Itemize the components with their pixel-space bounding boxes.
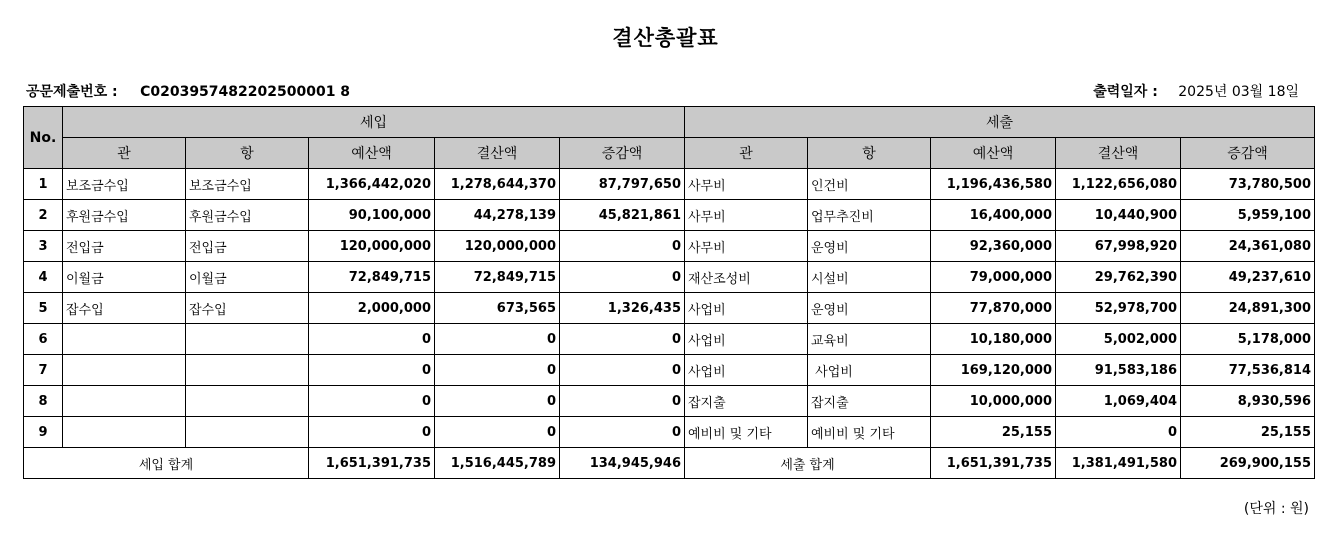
print-date-value: 2025년 03월 18일 bbox=[1178, 84, 1299, 100]
table-row bbox=[24, 417, 1315, 448]
expense-budget: 79,000,000 bbox=[931, 262, 1056, 293]
expense-settled: 5,002,000 bbox=[1056, 324, 1181, 355]
totals-row bbox=[24, 448, 1315, 479]
page-title: 결산총괄표 bbox=[612, 26, 719, 50]
print-date-block bbox=[1093, 81, 1299, 101]
row-no: 3 bbox=[24, 231, 63, 262]
expense-hang: 운영비 bbox=[808, 293, 931, 324]
header-income-budget: 예산액 bbox=[309, 138, 435, 169]
income-budget: 0 bbox=[309, 355, 435, 386]
expense-hang: 사업비 bbox=[808, 355, 931, 386]
income-budget: 0 bbox=[309, 417, 435, 448]
expense-diff: 73,780,500 bbox=[1181, 169, 1315, 200]
row-no: 9 bbox=[24, 417, 63, 448]
expense-budget: 25,155 bbox=[931, 417, 1056, 448]
expense-gwan: 재산조성비 bbox=[685, 262, 808, 293]
header-income-hang: 항 bbox=[186, 138, 309, 169]
expense-total-settled: 1,381,491,580 bbox=[1056, 448, 1181, 479]
doc-number-value: C0203957482202500001 8 bbox=[140, 84, 351, 100]
expense-diff: 25,155 bbox=[1181, 417, 1315, 448]
expense-total-diff: 269,900,155 bbox=[1181, 448, 1315, 479]
header-expense-diff: 증감액 bbox=[1181, 138, 1315, 169]
doc-number-block bbox=[26, 81, 350, 101]
expense-total-label: 세출 합계 bbox=[685, 448, 931, 479]
expense-diff: 5,178,000 bbox=[1181, 324, 1315, 355]
expense-gwan: 사업비 bbox=[685, 293, 808, 324]
income-hang bbox=[186, 355, 309, 386]
settlement-table bbox=[23, 106, 1315, 479]
expense-settled: 91,583,186 bbox=[1056, 355, 1181, 386]
expense-settled: 52,978,700 bbox=[1056, 293, 1181, 324]
income-settled: 0 bbox=[435, 386, 560, 417]
expense-settled: 1,122,656,080 bbox=[1056, 169, 1181, 200]
expense-settled: 1,069,404 bbox=[1056, 386, 1181, 417]
income-hang: 잡수입 bbox=[186, 293, 309, 324]
income-hang bbox=[186, 417, 309, 448]
expense-hang: 인건비 bbox=[808, 169, 931, 200]
expense-settled: 10,440,900 bbox=[1056, 200, 1181, 231]
income-hang: 전입금 bbox=[186, 231, 309, 262]
header-no: No. bbox=[24, 107, 63, 169]
expense-gwan: 예비비 및 기타 bbox=[685, 417, 808, 448]
row-no: 2 bbox=[24, 200, 63, 231]
header-expense-gwan: 관 bbox=[685, 138, 808, 169]
income-budget: 1,366,442,020 bbox=[309, 169, 435, 200]
expense-budget: 10,180,000 bbox=[931, 324, 1056, 355]
income-budget: 90,100,000 bbox=[309, 200, 435, 231]
header-expense: 세출 bbox=[685, 107, 1315, 138]
income-diff: 1,326,435 bbox=[560, 293, 685, 324]
expense-total-budget: 1,651,391,735 bbox=[931, 448, 1056, 479]
table-row bbox=[24, 386, 1315, 417]
expense-diff: 49,237,610 bbox=[1181, 262, 1315, 293]
income-diff: 45,821,861 bbox=[560, 200, 685, 231]
expense-diff: 24,361,080 bbox=[1181, 231, 1315, 262]
row-no: 7 bbox=[24, 355, 63, 386]
income-budget: 120,000,000 bbox=[309, 231, 435, 262]
income-gwan: 전입금 bbox=[63, 231, 186, 262]
income-hang: 이월금 bbox=[186, 262, 309, 293]
income-diff: 87,797,650 bbox=[560, 169, 685, 200]
print-date-label: 출력일자 : bbox=[1093, 84, 1158, 100]
income-total-diff: 134,945,946 bbox=[560, 448, 685, 479]
income-hang: 보조금수입 bbox=[186, 169, 309, 200]
expense-gwan: 잡지출 bbox=[685, 386, 808, 417]
doc-number-label: 공문제출번호 : bbox=[26, 84, 118, 100]
expense-gwan: 사업비 bbox=[685, 355, 808, 386]
expense-hang: 운영비 bbox=[808, 231, 931, 262]
income-diff: 0 bbox=[560, 262, 685, 293]
income-total-budget: 1,651,391,735 bbox=[309, 448, 435, 479]
income-settled: 1,278,644,370 bbox=[435, 169, 560, 200]
expense-budget: 77,870,000 bbox=[931, 293, 1056, 324]
expense-budget: 16,400,000 bbox=[931, 200, 1056, 231]
income-gwan bbox=[63, 417, 186, 448]
header-income-settled: 결산액 bbox=[435, 138, 560, 169]
row-no: 1 bbox=[24, 169, 63, 200]
header-expense-settled: 결산액 bbox=[1056, 138, 1181, 169]
income-gwan bbox=[63, 324, 186, 355]
income-gwan: 잡수입 bbox=[63, 293, 186, 324]
income-diff: 0 bbox=[560, 355, 685, 386]
income-diff: 0 bbox=[560, 386, 685, 417]
expense-settled: 0 bbox=[1056, 417, 1181, 448]
table-row bbox=[24, 169, 1315, 200]
header-income: 세입 bbox=[63, 107, 685, 138]
income-settled: 72,849,715 bbox=[435, 262, 560, 293]
income-budget: 0 bbox=[309, 324, 435, 355]
row-no: 4 bbox=[24, 262, 63, 293]
income-gwan bbox=[63, 355, 186, 386]
income-settled: 44,278,139 bbox=[435, 200, 560, 231]
income-hang bbox=[186, 386, 309, 417]
income-gwan bbox=[63, 386, 186, 417]
header-income-gwan: 관 bbox=[63, 138, 186, 169]
table-row bbox=[24, 262, 1315, 293]
table-row bbox=[24, 355, 1315, 386]
expense-settled: 67,998,920 bbox=[1056, 231, 1181, 262]
income-settled: 0 bbox=[435, 324, 560, 355]
income-hang bbox=[186, 324, 309, 355]
expense-gwan: 사무비 bbox=[685, 200, 808, 231]
income-diff: 0 bbox=[560, 231, 685, 262]
header-expense-budget: 예산액 bbox=[931, 138, 1056, 169]
row-no: 6 bbox=[24, 324, 63, 355]
expense-gwan: 사업비 bbox=[685, 324, 808, 355]
header-income-diff: 증감액 bbox=[560, 138, 685, 169]
expense-diff: 77,536,814 bbox=[1181, 355, 1315, 386]
expense-budget: 1,196,436,580 bbox=[931, 169, 1056, 200]
expense-gwan: 사무비 bbox=[685, 231, 808, 262]
expense-gwan: 사무비 bbox=[685, 169, 808, 200]
income-total-settled: 1,516,445,789 bbox=[435, 448, 560, 479]
income-budget: 2,000,000 bbox=[309, 293, 435, 324]
unit-note: (단위 : 원) bbox=[1243, 501, 1309, 517]
income-diff: 0 bbox=[560, 417, 685, 448]
expense-diff: 8,930,596 bbox=[1181, 386, 1315, 417]
table-row bbox=[24, 293, 1315, 324]
table-row bbox=[24, 200, 1315, 231]
expense-hang: 시설비 bbox=[808, 262, 931, 293]
expense-settled: 29,762,390 bbox=[1056, 262, 1181, 293]
income-budget: 0 bbox=[309, 386, 435, 417]
income-settled: 673,565 bbox=[435, 293, 560, 324]
income-settled: 0 bbox=[435, 355, 560, 386]
row-no: 8 bbox=[24, 386, 63, 417]
expense-hang: 예비비 및 기타 bbox=[808, 417, 931, 448]
expense-budget: 92,360,000 bbox=[931, 231, 1056, 262]
expense-hang: 교육비 bbox=[808, 324, 931, 355]
row-no: 5 bbox=[24, 293, 63, 324]
expense-diff: 5,959,100 bbox=[1181, 200, 1315, 231]
header-expense-hang: 항 bbox=[808, 138, 931, 169]
income-diff: 0 bbox=[560, 324, 685, 355]
expense-hang: 잡지출 bbox=[808, 386, 931, 417]
expense-diff: 24,891,300 bbox=[1181, 293, 1315, 324]
income-settled: 0 bbox=[435, 417, 560, 448]
expense-hang: 업무추진비 bbox=[808, 200, 931, 231]
income-budget: 72,849,715 bbox=[309, 262, 435, 293]
expense-budget: 169,120,000 bbox=[931, 355, 1056, 386]
table-row bbox=[24, 231, 1315, 262]
expense-budget: 10,000,000 bbox=[931, 386, 1056, 417]
income-settled: 120,000,000 bbox=[435, 231, 560, 262]
income-hang: 후원금수입 bbox=[186, 200, 309, 231]
income-gwan: 이월금 bbox=[63, 262, 186, 293]
income-gwan: 보조금수입 bbox=[63, 169, 186, 200]
income-total-label: 세입 합계 bbox=[24, 448, 309, 479]
table-row bbox=[24, 324, 1315, 355]
income-gwan: 후원금수입 bbox=[63, 200, 186, 231]
